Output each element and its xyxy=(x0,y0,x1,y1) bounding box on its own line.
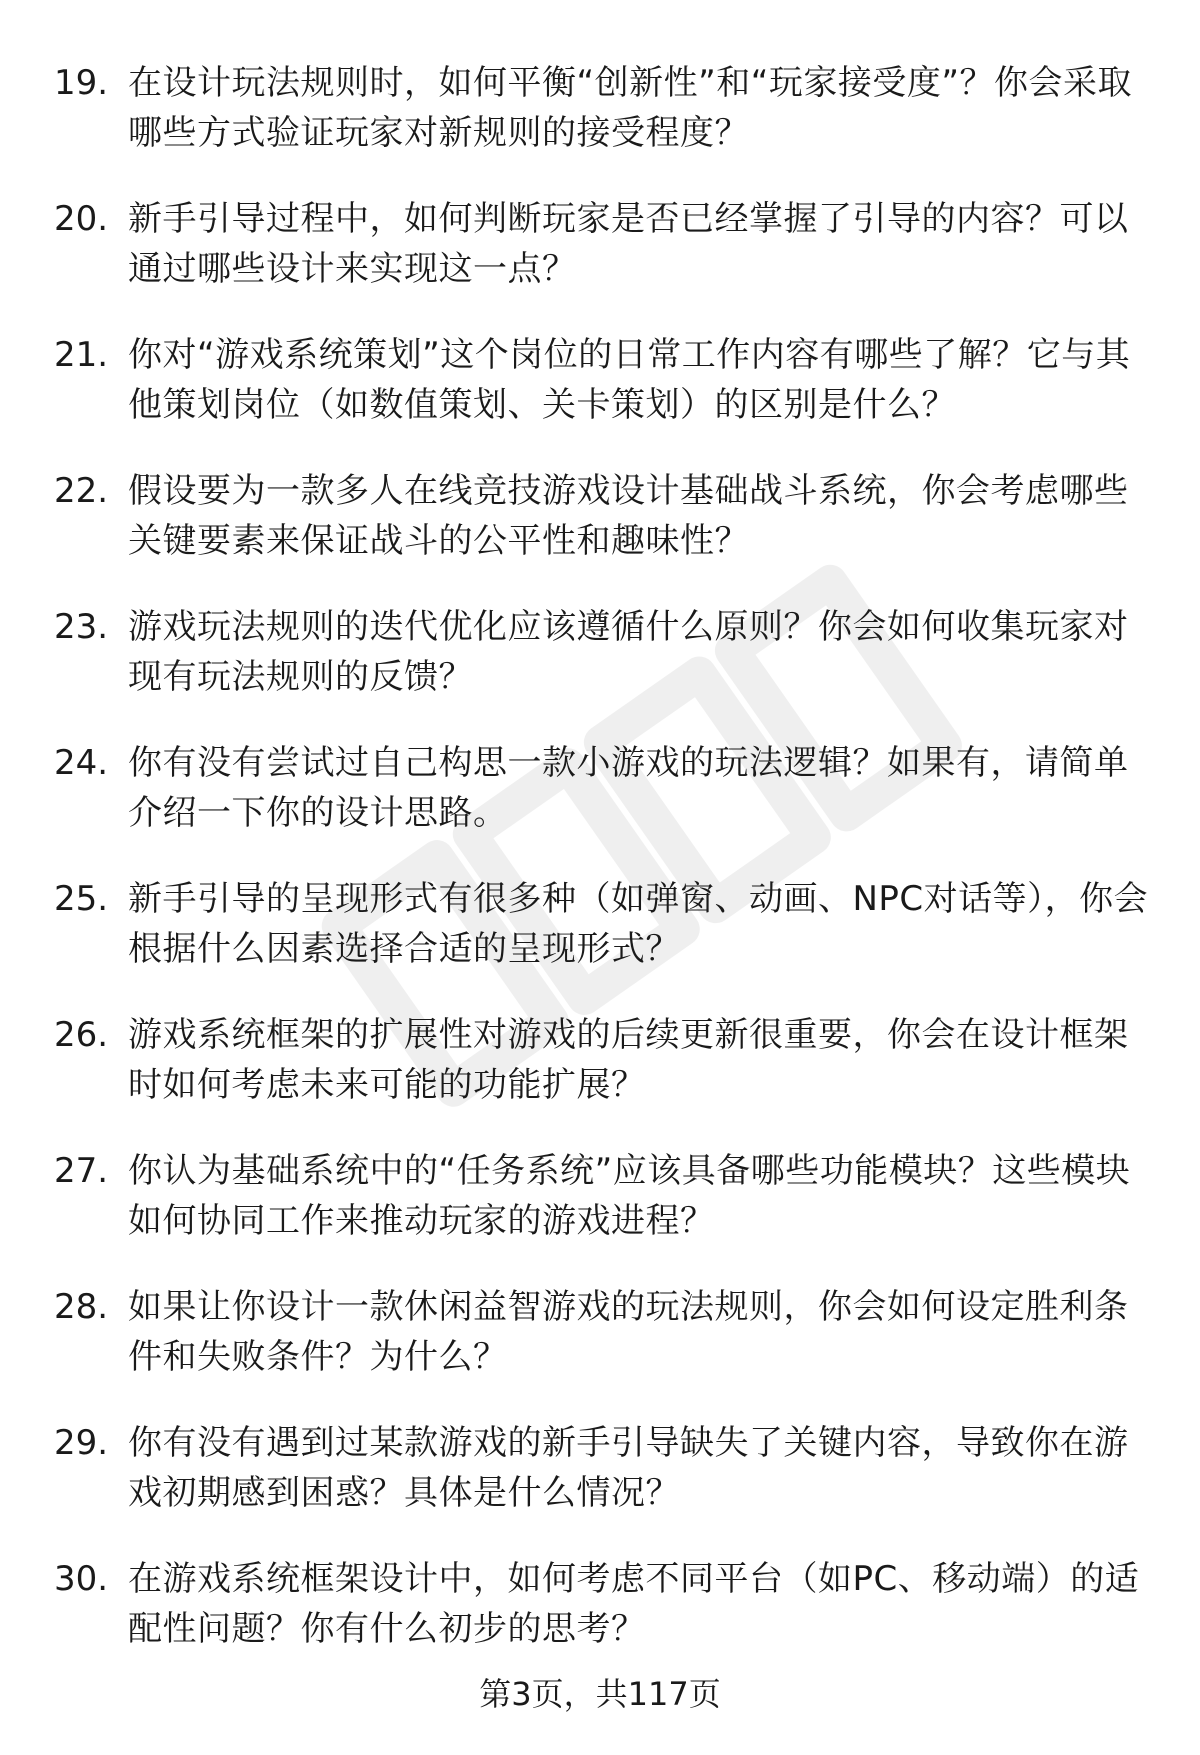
question-item xyxy=(0,874,1200,1010)
question-item xyxy=(0,330,1200,466)
question-number: 22. xyxy=(54,471,109,511)
question-number: 21. xyxy=(54,335,109,375)
question-item xyxy=(0,1418,1200,1554)
question-text: 游戏玩法规则的迭代优化应该遵循什么原则？你会如何收集玩家对现有玩法规则的反馈？ xyxy=(128,607,1129,697)
question-item xyxy=(0,602,1200,738)
question-item xyxy=(0,738,1200,874)
question-text: 假设要为一款多人在线竞技游戏设计基础战斗系统，你会考虑哪些关键要素来保证战斗的公平性和趣味性？ xyxy=(128,471,1129,561)
question-item xyxy=(0,1282,1200,1418)
question-number: 29. xyxy=(54,1423,109,1463)
question-text: 在设计玩法规则时，如何平衡“创新性”和“玩家接受度”？你会采取哪些方式验证玩家对新规则的接受程度？ xyxy=(128,63,1132,153)
question-item xyxy=(0,1554,1200,1690)
question-text: 你有没有尝试过自己构思一款小游戏的玩法逻辑？如果有，请简单介绍一下你的设计思路。 xyxy=(128,743,1129,833)
question-item xyxy=(0,1010,1200,1146)
question-text: 你有没有遇到过某款游戏的新手引导缺失了关键内容，导致你在游戏初期感到困惑？具体是什么情况？ xyxy=(128,1423,1129,1513)
question-text: 新手引导过程中，如何判断玩家是否已经掌握了引导的内容？可以通过哪些设计来实现这一点？ xyxy=(128,199,1129,289)
question-text: 如果让你设计一款休闲益智游戏的玩法规则，你会如何设定胜利条件和失败条件？为什么？ xyxy=(128,1287,1129,1377)
question-text: 你认为基础系统中的“任务系统”应该具备哪些功能模块？这些模块如何协同工作来推动玩家的游戏进程？ xyxy=(128,1151,1131,1241)
question-item xyxy=(0,194,1200,330)
question-item xyxy=(0,466,1200,602)
question-number: 25. xyxy=(54,879,109,919)
question-number: 27. xyxy=(54,1151,109,1191)
question-number: 30. xyxy=(54,1559,109,1599)
question-text: 你对“游戏系统策划”这个岗位的日常工作内容有哪些了解？它与其他策划岗位（如数值策划、关卡策划）的区别是什么？ xyxy=(128,335,1131,425)
question-text: 在游戏系统框架设计中，如何考虑不同平台（如PC、移动端）的适配性问题？你有什么初步的思考？ xyxy=(128,1559,1140,1649)
question-list xyxy=(0,58,1200,1690)
question-number: 19. xyxy=(54,63,109,103)
question-item xyxy=(0,1146,1200,1282)
question-number: 23. xyxy=(54,607,109,647)
question-number: 26. xyxy=(54,1015,109,1055)
question-number: 20. xyxy=(54,199,109,239)
page-footer: 第3页，共117页 xyxy=(479,1675,721,1713)
question-text: 新手引导的呈现形式有很多种（如弹窗、动画、NPC对话等），你会根据什么因素选择合适的呈现形式？ xyxy=(128,879,1149,969)
question-number: 28. xyxy=(54,1287,109,1327)
question-text: 游戏系统框架的扩展性对游戏的后续更新很重要，你会在设计框架时如何考虑未来可能的功能扩展？ xyxy=(128,1015,1129,1105)
question-item xyxy=(0,58,1200,194)
question-number: 24. xyxy=(54,743,109,783)
